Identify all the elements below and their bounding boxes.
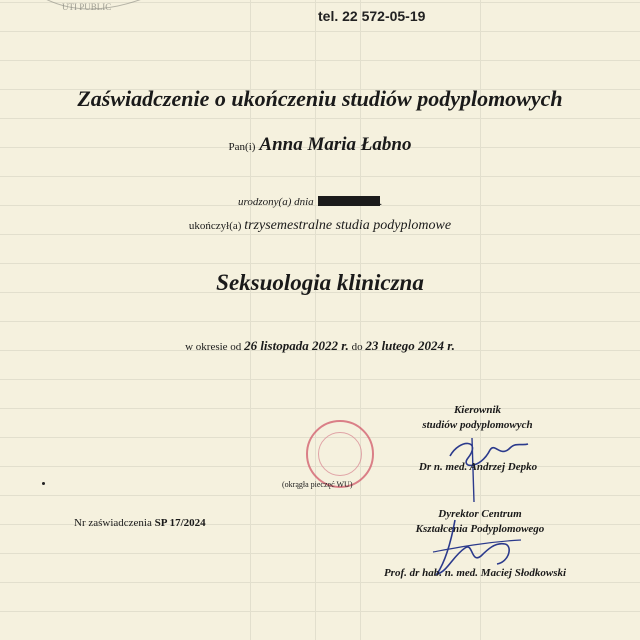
period-label: w okresie od <box>185 341 242 353</box>
field-of-study: Seksuologia kliniczna <box>216 270 424 295</box>
university-stamp <box>306 420 374 488</box>
ink-dot <box>42 482 45 485</box>
birth-row: urodzony(a) dnia . <box>238 196 383 208</box>
start-date: 26 listopada 2022 r. <box>244 338 349 353</box>
stamp-caption: (okrągła pieczęć WU) <box>282 480 353 489</box>
completed-label: ukończył(a) <box>188 220 242 232</box>
certificate-number-row <box>74 517 206 529</box>
phone-number: tel. 22 572-05-19 <box>318 8 426 24</box>
number-label: Nr zaświadczenia <box>74 517 152 529</box>
director-title: Dyrektor Centrum Kształcenia Podyplomowego <box>415 508 545 535</box>
program-type: trzysemestralne studia podyplomowe <box>244 218 452 233</box>
recipient-name: Anna Maria Łabno <box>259 134 412 155</box>
director-name: Prof. dr hab. n. med. Maciej Słodkowski <box>383 567 567 579</box>
born-label: urodzony(a) dnia <box>238 196 314 208</box>
completed-row <box>0 218 640 234</box>
svg-text:UTI PUBLIC: UTI PUBLIC <box>62 2 112 12</box>
seal-fragment <box>0 0 170 30</box>
head-name: Dr n. med. Andrzej Depko <box>418 461 538 473</box>
end-date: 23 lutego 2024 r. <box>365 338 455 353</box>
redacted-birthdate <box>318 196 380 206</box>
recipient-row <box>0 134 640 156</box>
salutation: Pan(i) <box>228 141 256 153</box>
certificate-title: Zaświadczenie o ukończeniu studiów podyplomowych <box>77 86 563 111</box>
certificate-number: SP 17/2024 <box>154 517 206 529</box>
period-row <box>0 338 640 354</box>
head-title: Kierownik studiów podyplomowych <box>422 404 533 431</box>
period-to: do <box>351 341 363 353</box>
